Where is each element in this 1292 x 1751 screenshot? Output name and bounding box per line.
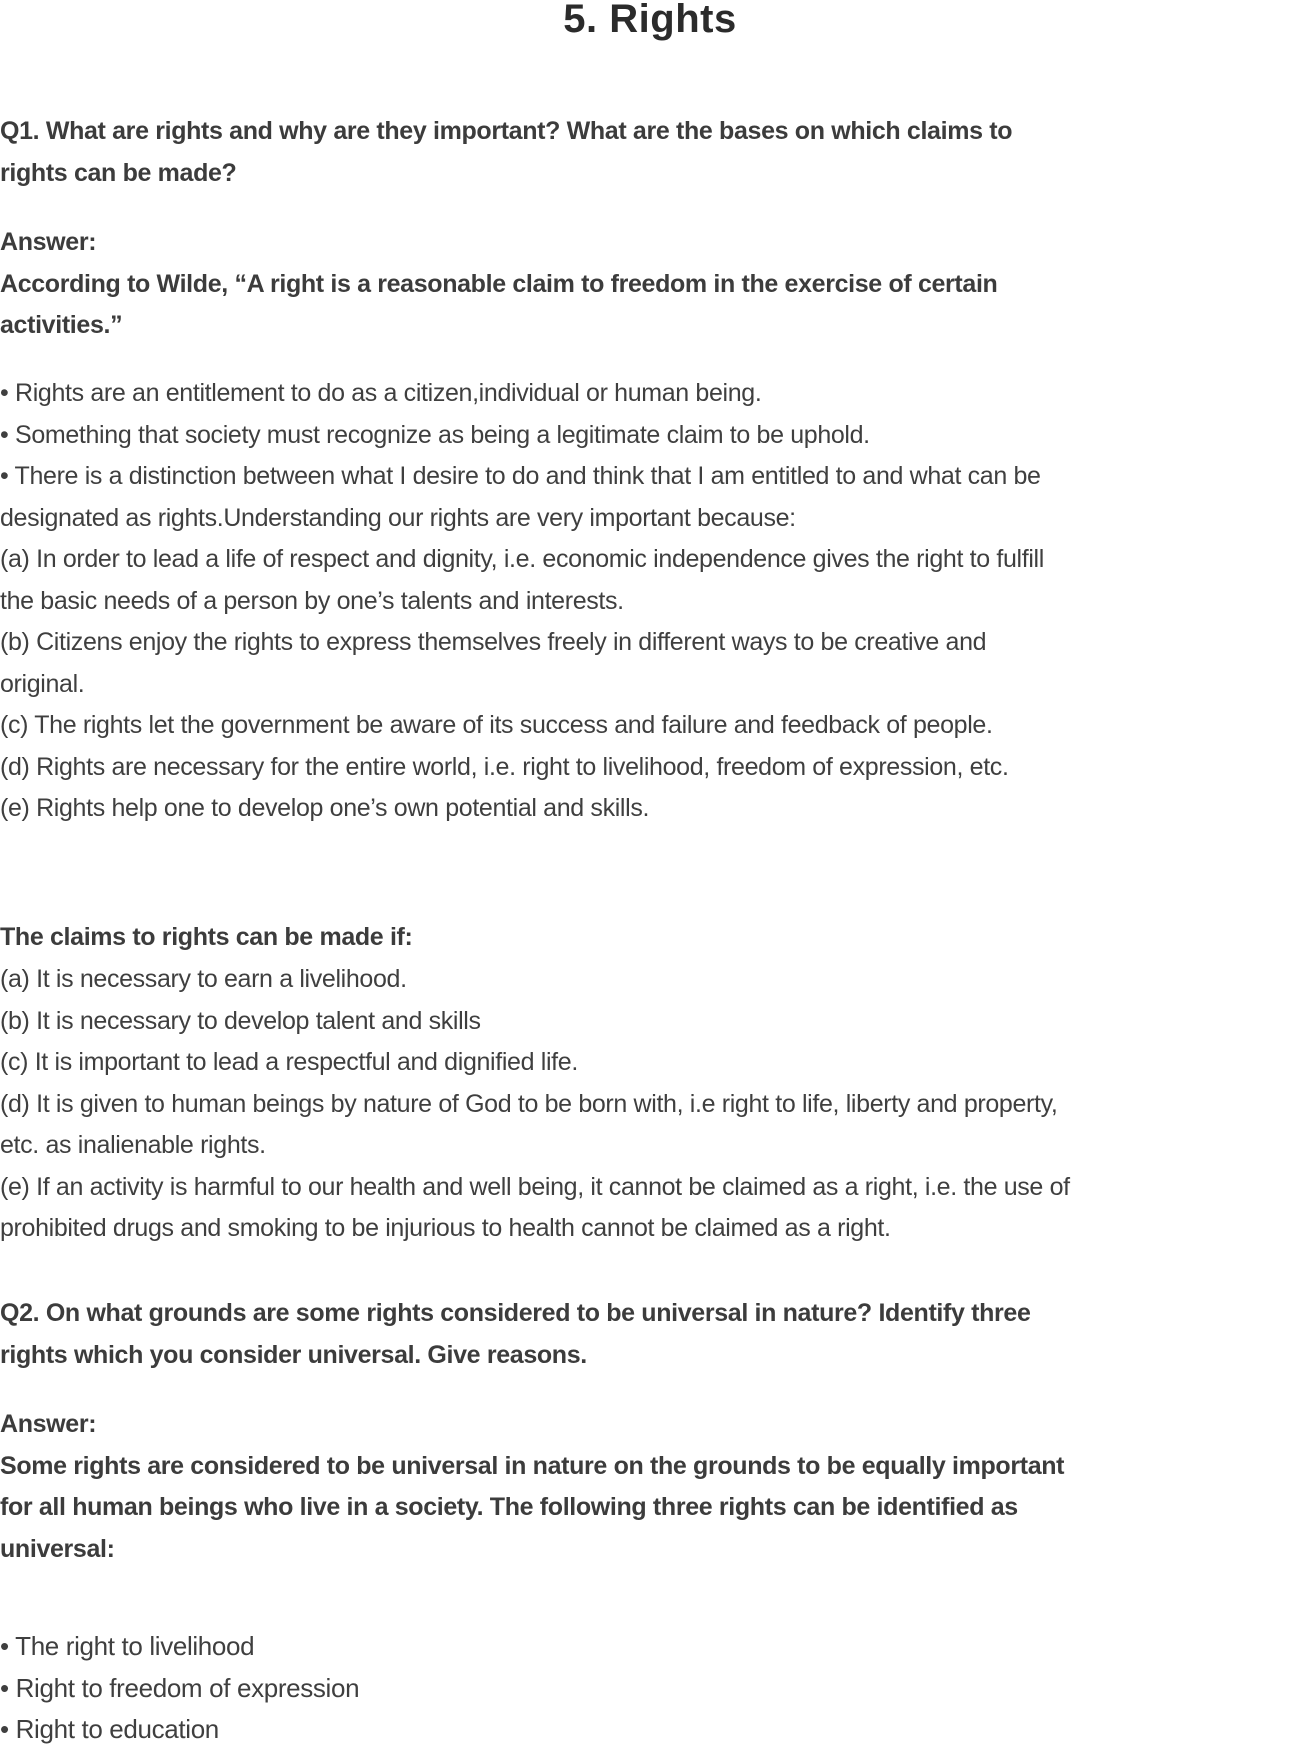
q2-question-line: rights which you consider universal. Give reasons. [0,1340,587,1369]
claims-point: (a) It is necessary to earn a livelihood. [0,965,407,993]
universal-right-item: • Right to freedom of expression [0,1672,360,1703]
claims-heading: The claims to rights can be made if: [0,923,413,951]
claims-point: etc. as inalienable rights. [0,1131,266,1159]
q1-importance-point: (b) Citizens enjoy the rights to express themselves freely in different ways to be creative and [0,628,987,656]
universal-right-item: • The right to livelihood [0,1631,255,1661]
page-title: 5. Rights [563,0,737,41]
q1-question [0,111,1292,194]
claims-point: (c) It is important to lead a respectful and dignified life. [0,1048,578,1076]
claims-point: (e) If an activity is harmful to our health and well being, it cannot be claimed as a right, i.e. the use of [0,1172,1070,1201]
q1-definition-line: activities.” [0,311,123,339]
q2-answer-line: Some rights are considered to be universal in nature on the grounds to be equally important [0,1451,1065,1480]
q2-answer-line: for all human beings who live in a society. The following three rights can be identified as [0,1493,1018,1521]
q2-answer [0,1404,1292,1570]
q1-bullet: designated as rights.Understanding our rights are very important because: [0,503,796,532]
q1-importance-point: (d) Rights are necessary for the entire world, i.e. right to livelihood, freedom of expression, etc. [0,752,1009,781]
q2-question-line: Q2. On what grounds are some rights considered to be universal in nature? Identify three [0,1299,1031,1327]
q1-importance-point: (a) In order to lead a life of respect and dignity, i.e. economic independence gives the right to fulfill [0,545,1044,573]
q1-bullet: • There is a distinction between what I desire to do and think that I am entitled to and what can be [0,462,1041,490]
q1-importance-point: (c) The rights let the government be aware of its success and failure and feedback of people. [0,711,993,739]
q2-answer-label: Answer: [0,1410,97,1438]
q1-importance-point: original. [0,669,85,698]
q1-importance-point: the basic needs of a person by one’s talents and interests. [0,586,624,615]
claims-list [0,959,1292,1250]
claims-point: prohibited drugs and smoking to be injurious to health cannot be claimed as a right. [0,1214,891,1242]
universal-right-item: • Right to education [0,1714,219,1744]
universal-rights-list [0,1626,1292,1751]
q2-answer-line: universal: [0,1534,115,1563]
q1-importance-point: (e) Rights help one to develop one’s own potential and skills. [0,794,650,822]
q1-answer-label: Answer: [0,228,97,256]
q1-bullet: • Something that society must recognize as being a legitimate claim to be uphold. [0,420,870,449]
q1-question-line: rights can be made? [0,158,237,187]
q1-bullet: • Rights are an entitlement to do as a citizen,individual or human being. [0,379,762,407]
q1-question-line: Q1. What are rights and why are they important? What are the bases on which claims to [0,117,1013,145]
claims-point: (d) It is given to human beings by nature of God to be born with, i.e right to life, liberty and property, [0,1089,1058,1118]
q2-question [0,1293,1292,1376]
q1-importance-section [0,373,1292,830]
q1-definition-line: According to Wilde, “A right is a reasonable claim to freedom in the exercise of certain [0,269,998,298]
q1-answer [0,222,1292,347]
claims-point: (b) It is necessary to develop talent and skills [0,1006,481,1035]
